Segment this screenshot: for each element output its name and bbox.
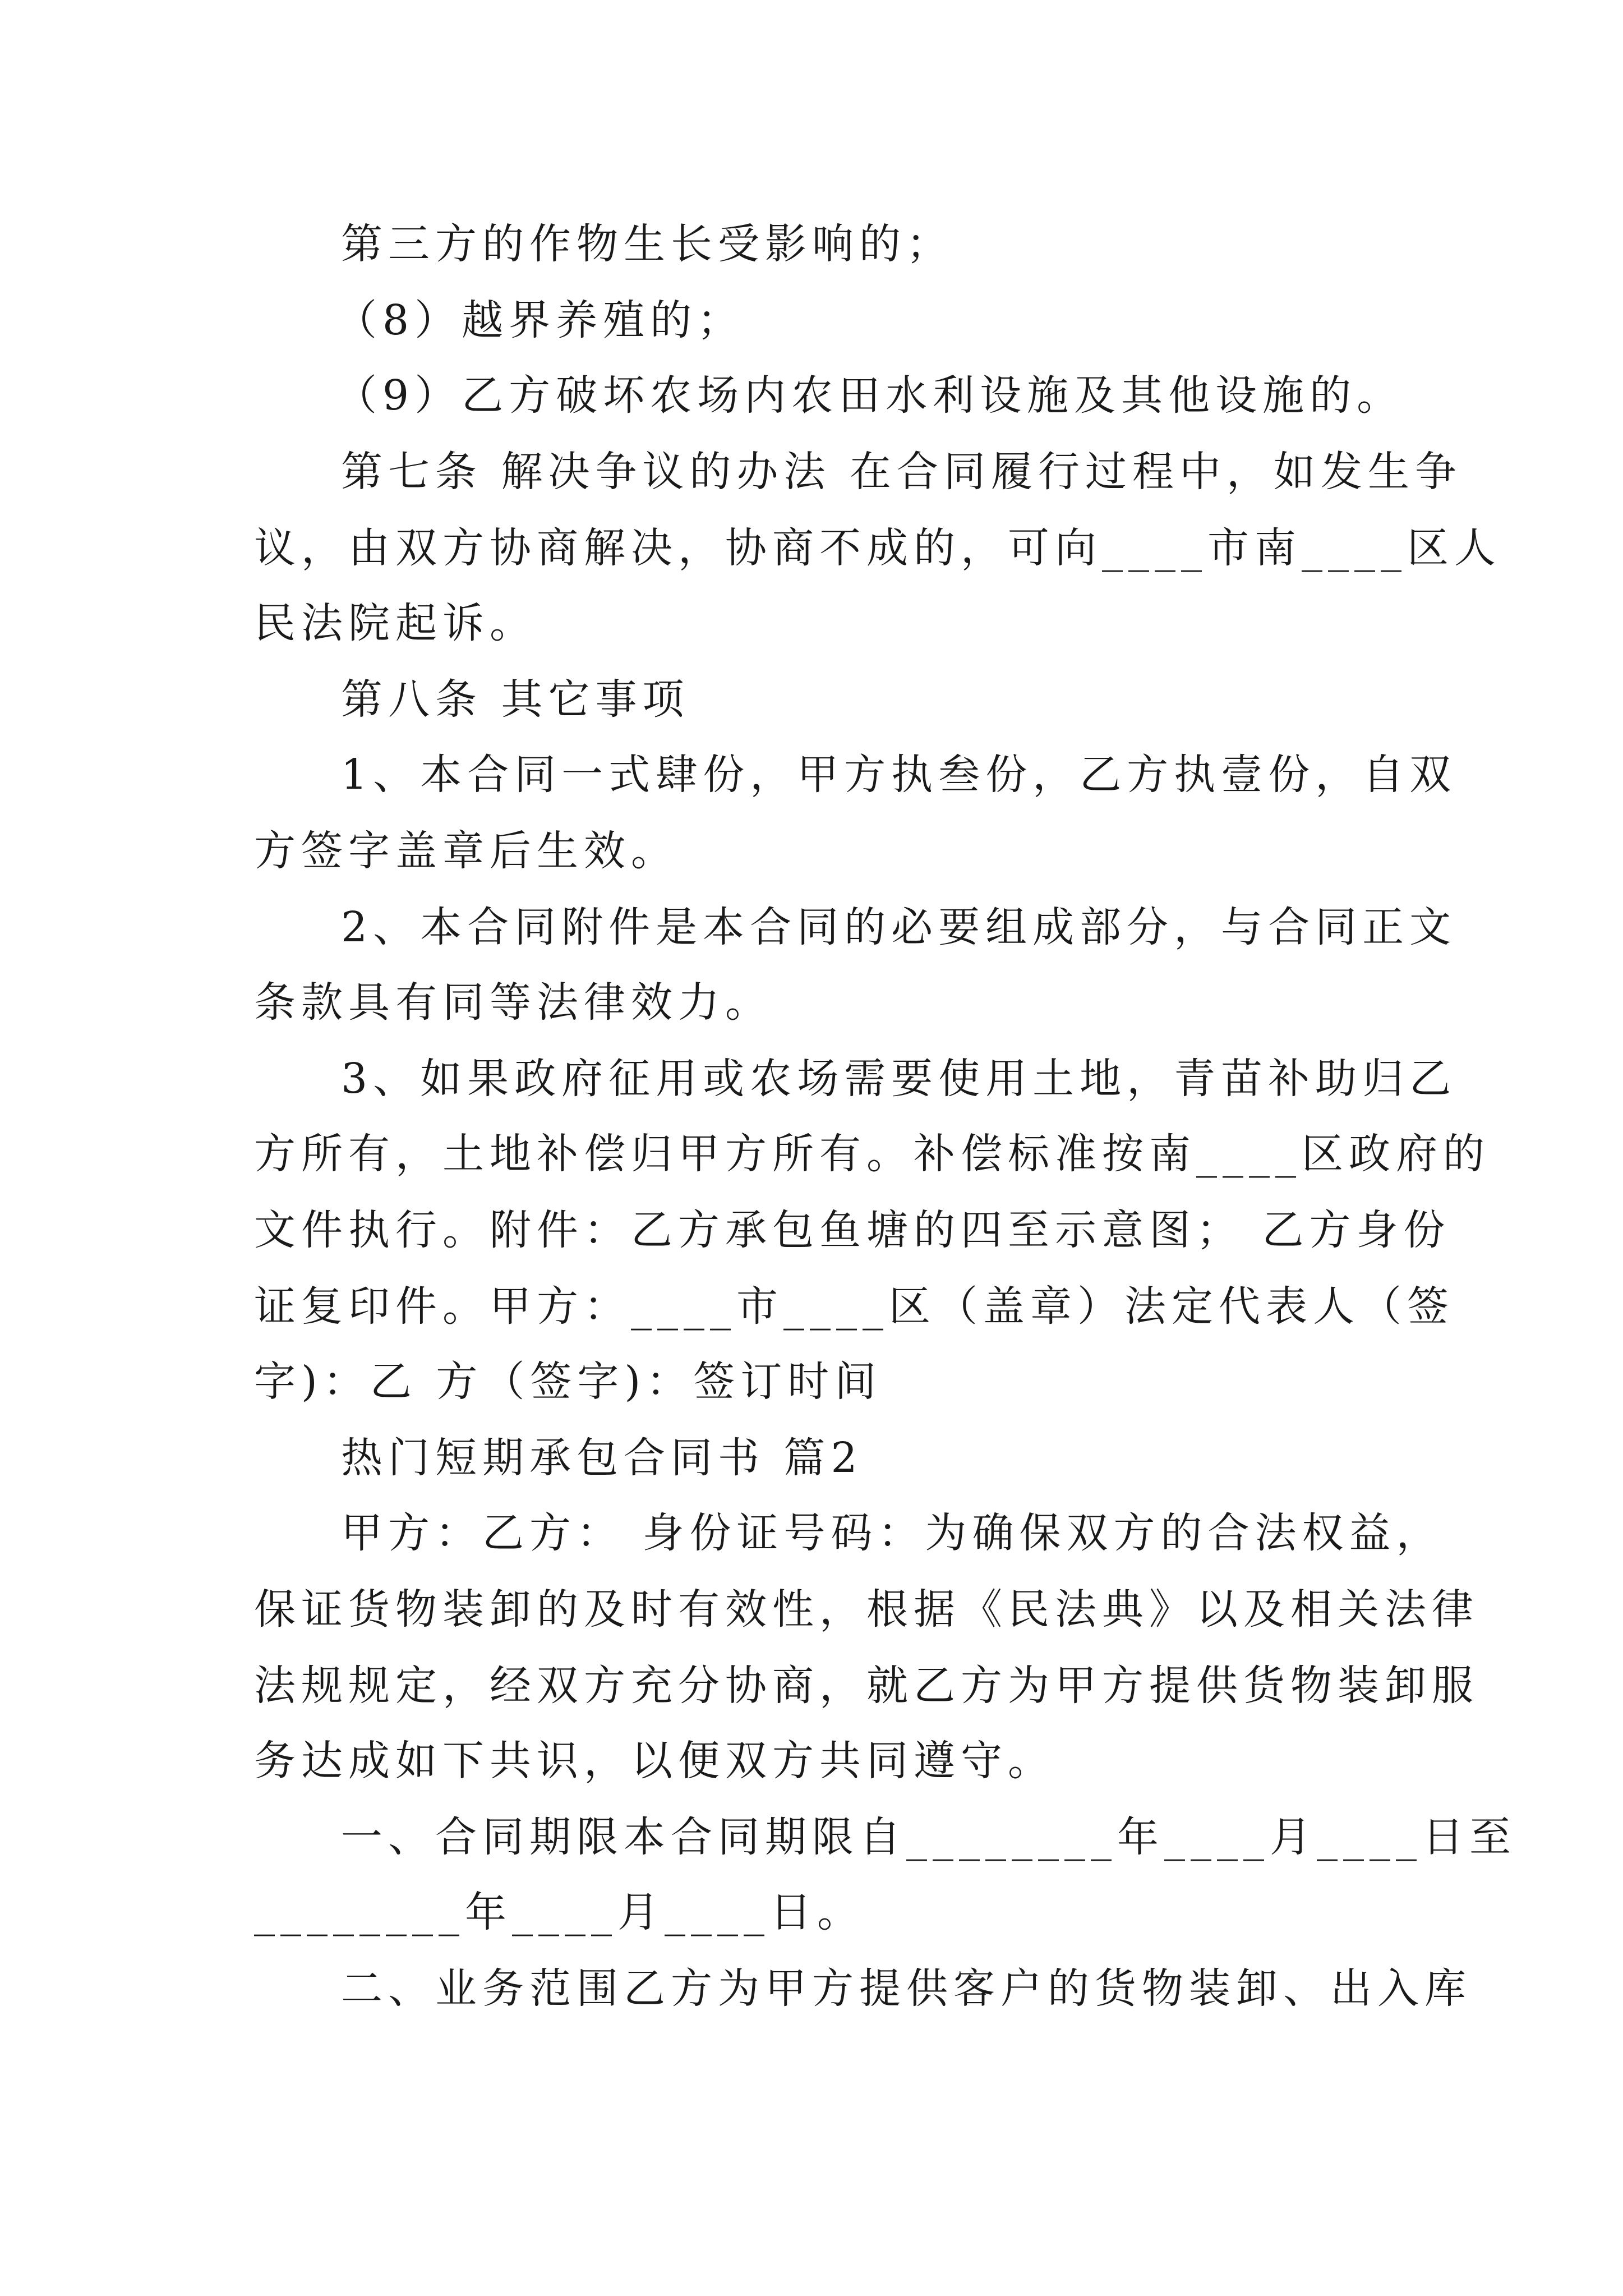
text-line: 条款具有同等法律效力。 [254,978,772,1027]
section-heading: 第八条 其它事项 [341,675,690,724]
text-line: 2、本合同附件是本合同的必要组成部分，与合同正文 [341,903,1457,951]
text-line: 方签字盖章后生效。 [254,827,678,875]
text-line: 文件执行。附件：乙方承包鱼塘的四至示意图； 乙方身份 [254,1206,1451,1254]
text-line: 第三方的作物生长受影响的； [341,220,953,268]
text-line: 保证货物装卸的及时有效性，根据《民法典》以及相关法律 [254,1585,1479,1634]
text-line: 证复印件。甲方：____市____区（盖章）法定代表人（签 [254,1282,1454,1331]
section-title: 热门短期承包合同书 篇2 [341,1434,863,1482]
text-line: 1、本合同一式肆份，甲方执叁份，乙方执壹份，自双 [341,751,1457,799]
text-line: 甲方：乙方： 身份证号码：为确保双方的合法权益， [341,1509,1444,1557]
text-line: 3、如果政府征用或农场需要使用土地，青苗补助归乙 [341,1055,1457,1103]
text-line: 议，由双方协商解决，协商不成的，可向____市南____区人 [254,524,1501,572]
text-line: （8）越界养殖的； [335,296,745,344]
text-line: ________年____月____日。 [254,1888,864,1936]
text-line: 二、业务范围乙方为甲方提供客户的货物装卸、出入库 [341,1964,1472,2013]
text-line: 方所有，土地补偿归甲方所有。补偿标准按南____区政府的 [254,1130,1490,1178]
text-line: 务达成如下共识，以便双方共同遵守。 [254,1737,1055,1785]
text-line: 一、合同期限本合同期限自________年____月____日至 [341,1813,1516,1861]
text-line: 法规规定，经双方充分协商，就乙方为甲方提供货物装卸服 [254,1662,1479,1710]
text-line: 第七条 解决争议的办法 在合同履行过程中，如发生争 [341,448,1463,496]
text-line: （9）乙方破坏农场内农田水利设施及其他设施的。 [335,371,1404,420]
text-line: 民法院起诉。 [254,599,537,647]
text-line: 字)：乙 方（签字)：签订时间 [254,1358,882,1406]
